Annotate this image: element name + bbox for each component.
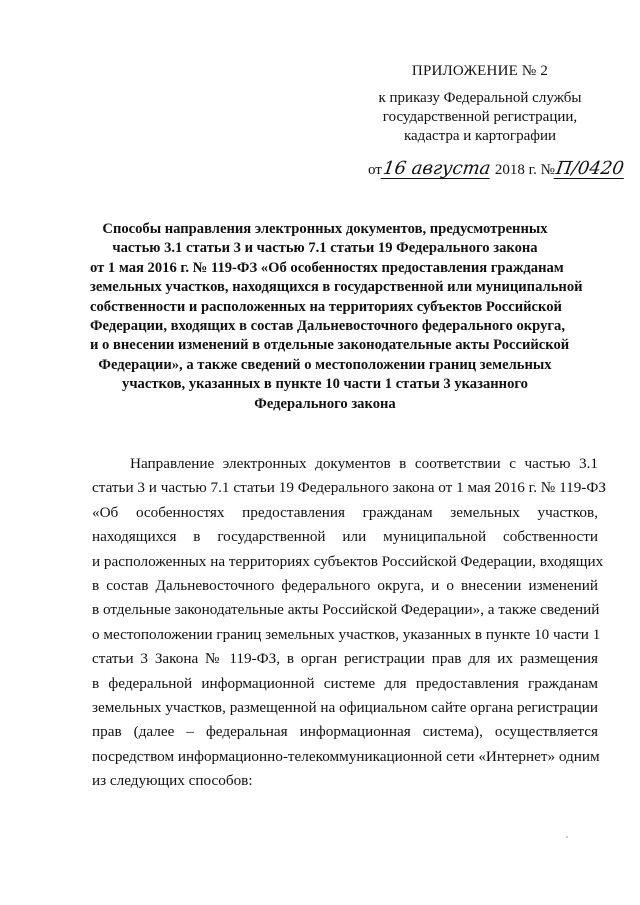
title-line: участков, указанных в пункте 10 части 1 статьи 3 указанного [122,376,528,393]
body-line: из следующих способов: [92,772,253,790]
body-line: посредством информационно-телекоммуникационной сети «Интернет» одним [92,747,600,765]
body-line: в отдельные законодательные акты Российской Федерации», а также сведений [92,601,600,619]
annex-header [360,62,600,146]
order-line-1: к приказу Федеральной службы [378,90,582,106]
scan-speck [566,836,568,838]
handwritten-date: 16 августа [381,158,492,179]
body-line: статьи 3 Закона № 119-ФЗ, в орган регистрации прав для их размещения [92,650,598,668]
document-title [90,220,583,414]
title-line: земельных участков, находящихся в государственной или муниципальной [90,279,583,296]
body-line: «Об особенностях предоставления гражданам земельных участков, [92,503,598,521]
body-line: в состав Дальневосточного федерального округа, и о внесении изменений [92,576,598,594]
body-line: о местоположении границ земельных участков, указанных в пункте 10 части 1 [92,625,601,643]
date-year: 2018 г. № [494,162,555,178]
body-line: статьи 3 и частью 7.1 статьи 19 Федерального закона от 1 мая 2016 г. № 119-ФЗ [92,479,606,497]
annex-title: ПРИЛОЖЕНИЕ № 2 [411,63,549,79]
body-paragraph [92,452,606,793]
date-prefix: от [368,162,382,178]
body-line: земельных участков, размещенной на официальном сайте органа регистрации [92,698,598,716]
handwritten-order-number: П/0420 [554,158,626,179]
title-line: Федерального закона [254,395,396,412]
title-line: собственности и расположенных на территориях субъектов Российской [90,298,562,315]
body-line: в федеральной информационной системе для предоставления гражданам [92,674,598,692]
title-line: частью 3.1 статьи 3 и частью 7.1 статьи 19 Федерального закона [112,240,538,257]
order-line-2: государственной регистрации, [382,109,578,125]
title-line: Федерации, входящих в состав Дальневосточного федерального округа, [90,318,565,335]
body-line: прав (далее – федеральная информационная система), осуществляется [92,723,598,741]
title-line: и о внесении изменений в отдельные законодательные акты Российской [90,337,570,354]
order-line-3: кадастра и картографии [403,128,557,144]
order-date-line [368,160,624,179]
title-line: от 1 мая 2016 г. № 119-ФЗ «Об особенностях предоставления гражданам [90,259,564,276]
title-line: Федерации», а также сведений о местоположении границ земельных [98,356,552,373]
body-line: находящихся в государственной или муниципальной собственности [92,528,598,546]
title-line: Способы направления электронных документов, предусмотренных [102,221,548,237]
body-line: и расположенных на территориях субъектов Российской Федерации, входящих [92,552,604,570]
body-line: Направление электронных документов в соответствии с частью 3.1 [130,455,598,472]
